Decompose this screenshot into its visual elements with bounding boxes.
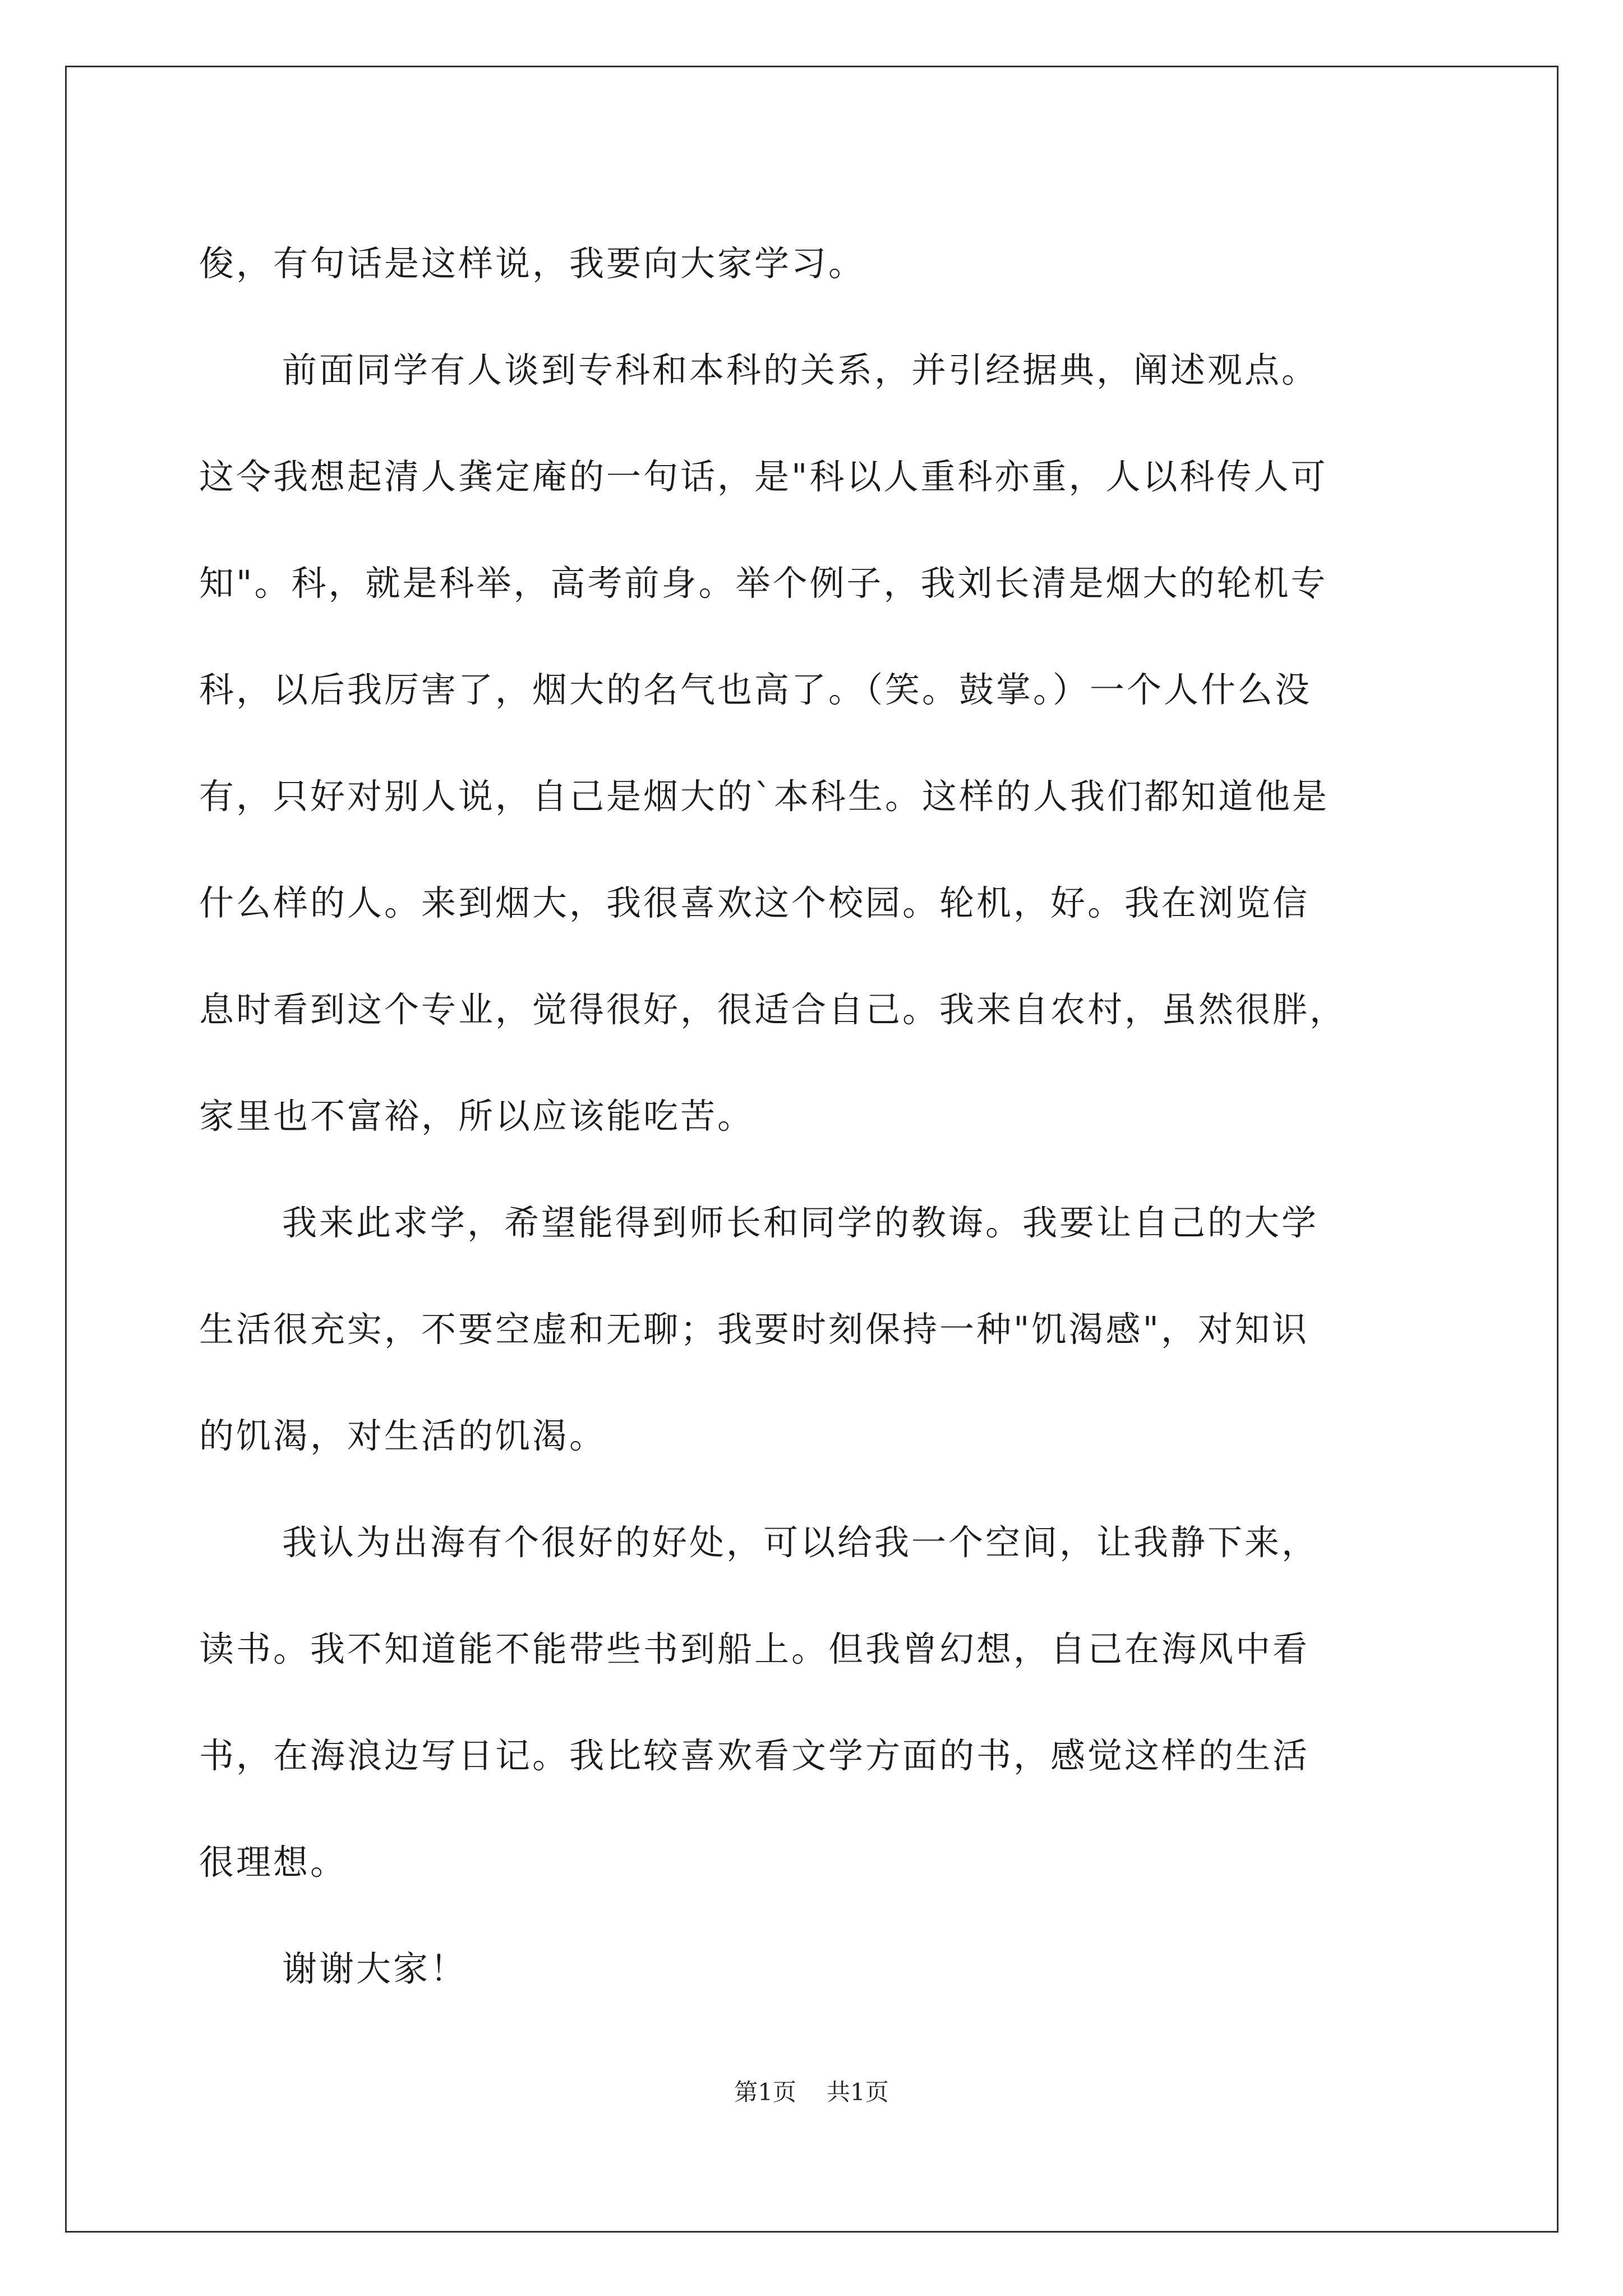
text-line-15: 书，在海浪边写日记。我比较喜欢看文学方面的书，感觉这样的生活 xyxy=(199,1735,1310,1776)
page-footer xyxy=(0,2076,1623,2109)
text-line-3: 这令我想起清人龚定庵的一句话，是"科以人重科亦重，人以科传人可 xyxy=(199,456,1328,497)
text-line-10: 我来此求学，希望能得到师长和同学的教诲。我要让自己的大学 xyxy=(282,1202,1319,1243)
text-line-11: 生活很充实，不要空虚和无聊；我要时刻保持一种"饥渴感"，对知识 xyxy=(199,1309,1310,1350)
text-line-2: 前面同学有人谈到专科和本科的关系，并引经据典，阐述观点。 xyxy=(282,349,1319,390)
text-line-16: 很理想。 xyxy=(199,1842,348,1883)
text-line-1: 俊，有句话是这样说，我要向大家学习。 xyxy=(199,243,866,284)
text-line-17: 谢谢大家！ xyxy=(282,1948,468,1989)
text-line-6: 有，只好对别人说，自己是烟大的`本科生。这样的人我们都知道他是 xyxy=(199,776,1330,817)
text-line-7: 什么样的人。来到烟大，我很喜欢这个校园。轮机，好。我在浏览信 xyxy=(199,882,1310,923)
text-line-4: 知"。科，就是科举，高考前身。举个例子，我刘长清是烟大的轮机专 xyxy=(199,563,1328,604)
text-line-5: 科，以后我厉害了，烟大的名气也高了。（笑。鼓掌。）一个人什么没 xyxy=(199,669,1312,710)
text-line-12: 的饥渴，对生活的饥渴。 xyxy=(199,1415,607,1456)
document-body xyxy=(199,210,1467,2022)
text-line-9: 家里也不富裕，所以应该能吃苦。 xyxy=(199,1096,755,1137)
page-number: 第1页 xyxy=(734,2078,796,2106)
text-line-13: 我认为出海有个很好的好处，可以给我一个空间，让我静下来， xyxy=(282,1522,1319,1563)
page-total: 共1页 xyxy=(827,2078,889,2106)
text-line-8: 息时看到这个专业，觉得很好，很适合自己。我来自农村，虽然很胖， xyxy=(199,989,1347,1030)
text-line-14: 读书。我不知道能不能带些书到船上。但我曾幻想，自己在海风中看 xyxy=(199,1628,1310,1669)
